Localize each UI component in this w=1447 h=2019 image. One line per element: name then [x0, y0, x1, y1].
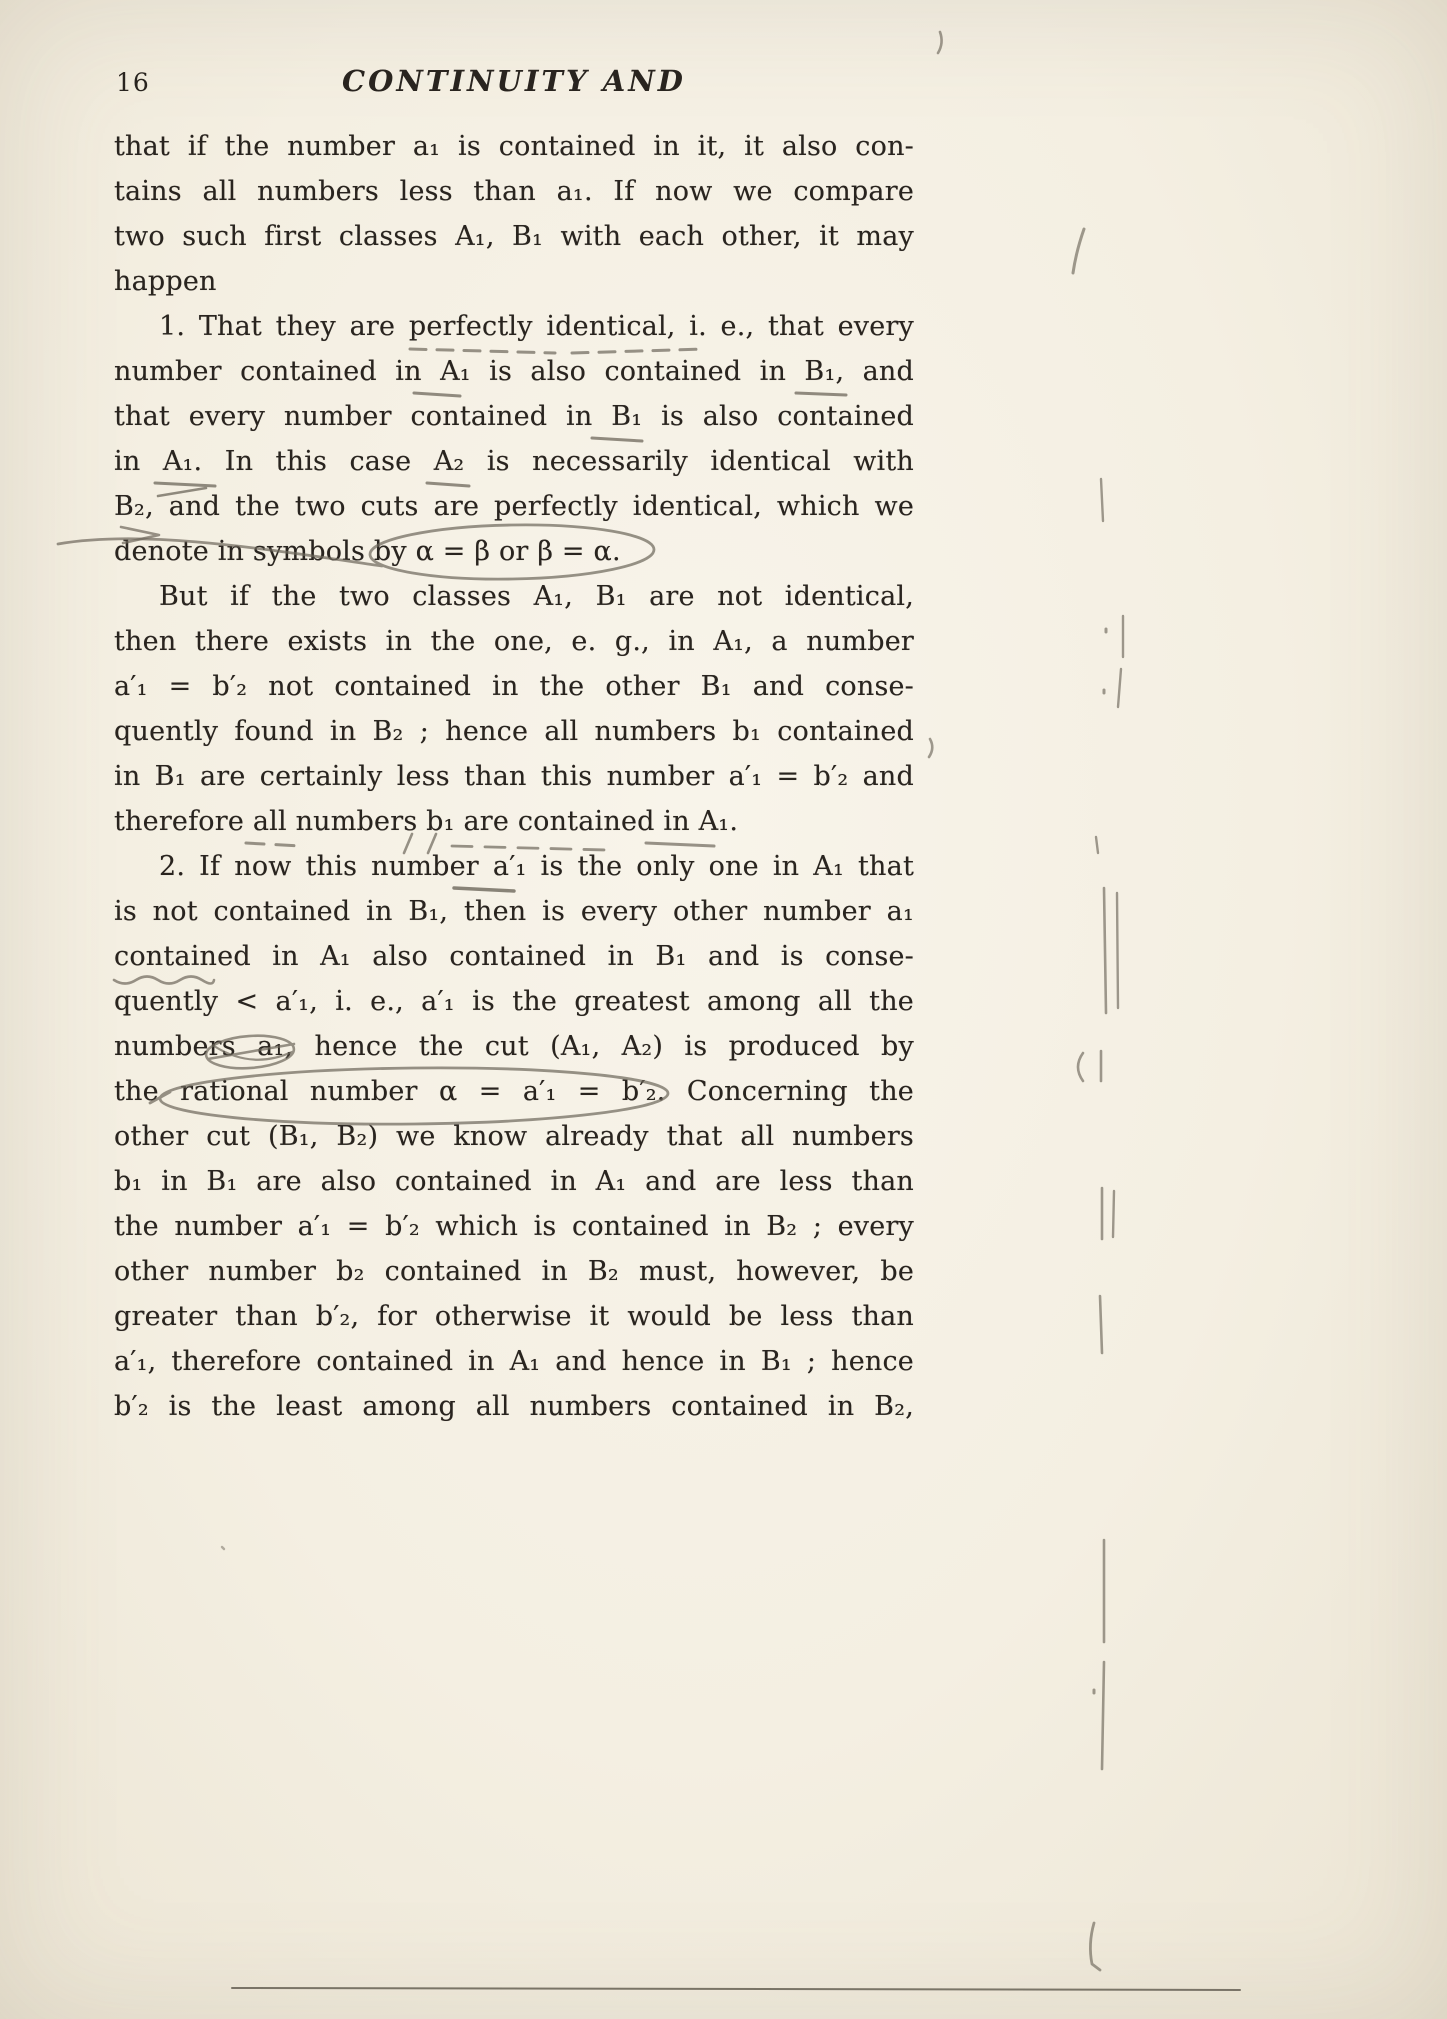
text-line: quently < a′₁, i. e., a′₁ is the greatest among all the [114, 986, 914, 1017]
text-line: that every number contained in B₁ is also contained [114, 401, 914, 432]
paragraph-continuation [114, 124, 914, 304]
text-line: a′₁ = b′₂ not contained in the other B₁ and conse- [114, 671, 914, 702]
bottom-scan-edge-mark [222, 1547, 1240, 1990]
text-line: denote in symbols by α = β or β = α. [114, 536, 621, 567]
text-line: But if the two classes A₁, B₁ are not identical, [159, 581, 914, 612]
text-line: other cut (B₁, B₂) we know already that all numbers [114, 1121, 914, 1152]
text-line: in B₁ are certainly less than this number a′₁ = b′₂ and [114, 761, 914, 792]
text-line: numbers a₁, hence the cut (A₁, A₂) is produced by [114, 1031, 914, 1062]
text-line: number contained in A₁ is also contained in B₁, and [114, 356, 914, 387]
text-line: contained in A₁ also contained in B₁ and is conse- [114, 941, 914, 972]
page-header [114, 64, 914, 104]
text-line: in A₁. In this case A₂ is necessarily identical with [114, 446, 914, 477]
paragraph-case-2 [114, 844, 914, 1429]
text-line: b₁ in B₁ are also contained in A₁ and are less than [114, 1166, 914, 1197]
right-margin-strokes-mark [929, 32, 1123, 1970]
text-line: therefore all numbers b₁ are contained in A₁. [114, 806, 739, 837]
running-title: CONTINUITY AND [342, 64, 686, 98]
paragraph-not-identical [114, 574, 914, 844]
paragraph-case-1 [114, 304, 914, 574]
text-line: 2. If now this number a′₁ is the only one in A₁ that [159, 851, 914, 882]
text-line: b′₂ is the least among all numbers contained in B₂, [114, 1391, 914, 1422]
text-line: 1. That they are perfectly identical, i. e., that every [159, 311, 914, 342]
text-line: is not contained in B₁, then is every other number a₁ [114, 896, 914, 927]
text-line: other number b₂ contained in B₂ must, however, be [114, 1256, 914, 1287]
text-line: two such first classes A₁, B₁ with each other, it may [114, 221, 914, 252]
page-body [114, 124, 914, 1429]
text-line: B₂, and the two cuts are perfectly identical, which we [114, 491, 914, 522]
page-number: 16 [116, 68, 150, 97]
text-line: quently found in B₂ ; hence all numbers b₁ contained [114, 716, 914, 747]
text-line: then there exists in the one, e. g., in A₁, a number [114, 626, 914, 657]
text-line: the number a′₁ = b′₂ which is contained in B₂ ; every [114, 1211, 914, 1242]
text-line: the rational number α = a′₁ = b′₂. Concerning the [114, 1076, 914, 1107]
text-line: greater than b′₂, for otherwise it would be less than [114, 1301, 914, 1332]
text-line: a′₁, therefore contained in A₁ and hence in B₁ ; hence [114, 1346, 914, 1377]
text-line: that if the number a₁ is contained in it, it also con- [114, 131, 914, 162]
text-line: happen [114, 266, 217, 297]
text-line: tains all numbers less than a₁. If now we compare [114, 176, 914, 207]
